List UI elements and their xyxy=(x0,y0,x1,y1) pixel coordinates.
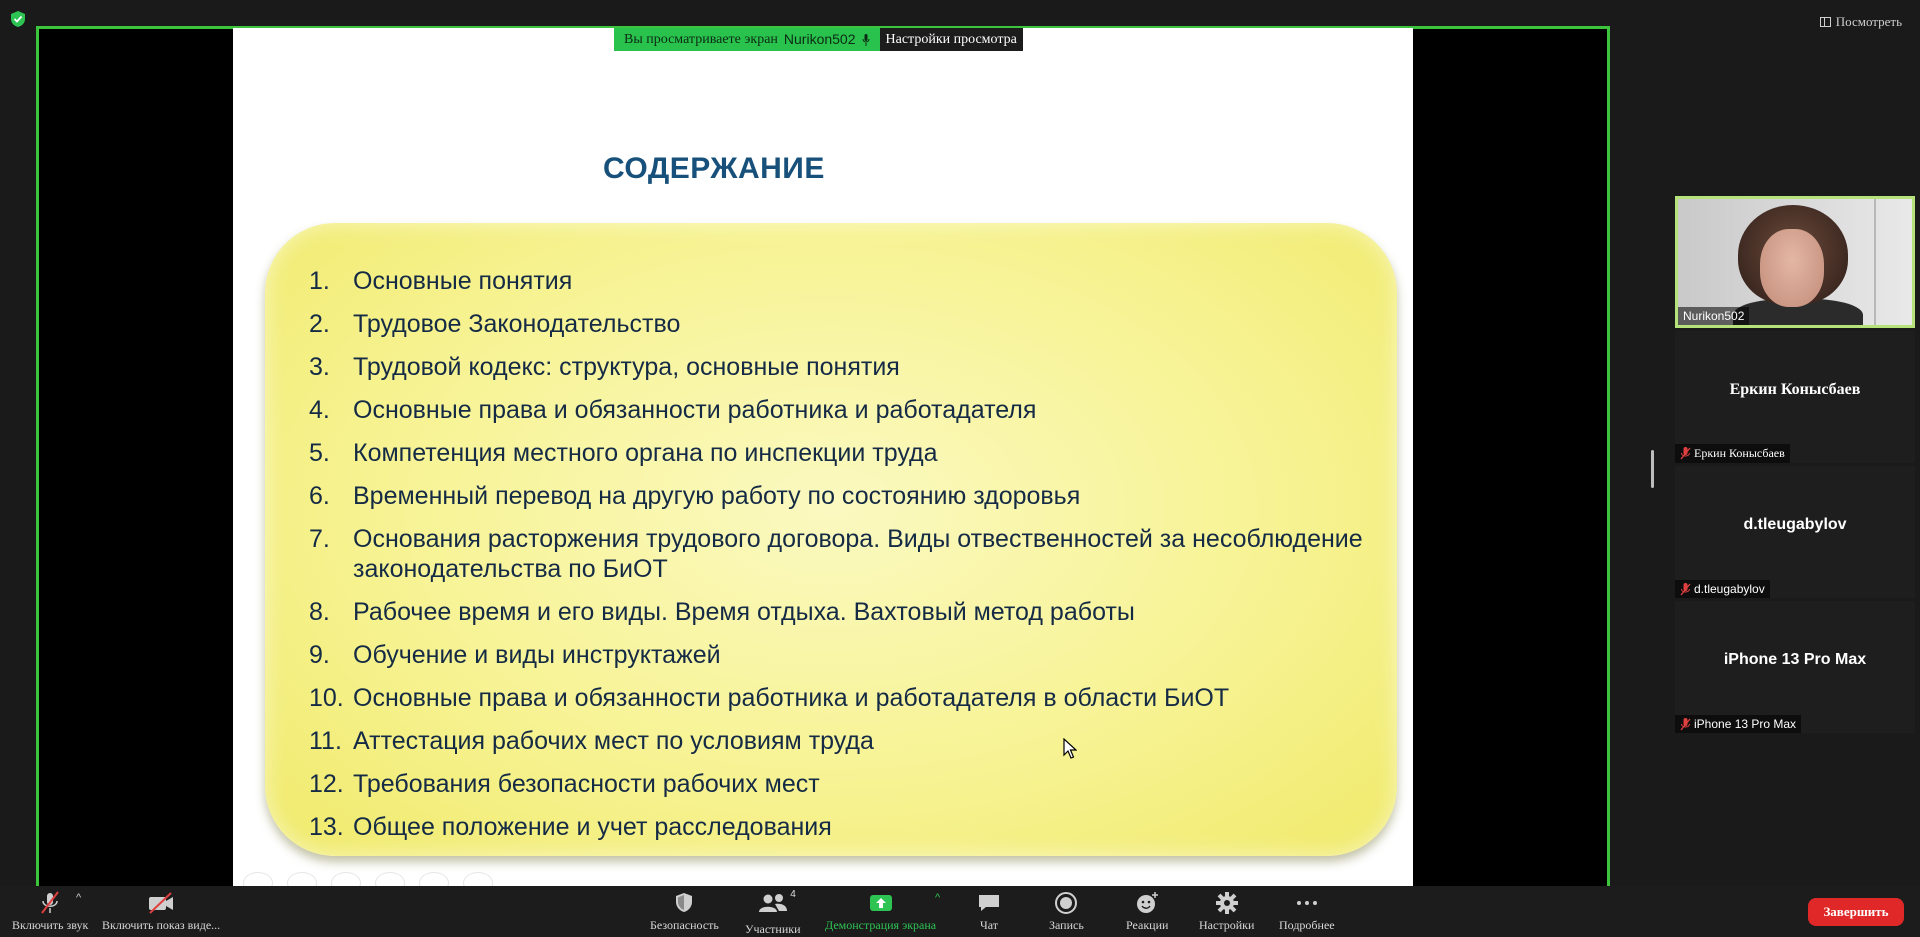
toc-item xyxy=(309,395,1369,425)
more-dots-icon xyxy=(1294,890,1320,916)
participants-button[interactable] xyxy=(745,890,801,937)
toc-item xyxy=(309,309,1369,339)
reactions-button[interactable] xyxy=(1126,890,1168,933)
toc-item-text: Требования безопасности рабочих мест xyxy=(353,770,820,798)
toc-item xyxy=(309,683,1369,713)
chat-button[interactable] xyxy=(976,890,1002,933)
sharing-banner-text: Вы просматриваете экран xyxy=(624,32,778,47)
end-meeting-button[interactable]: Завершить xyxy=(1808,898,1904,926)
toc-item-number: 13. xyxy=(309,813,344,841)
slide-nav-dot xyxy=(243,872,273,886)
participants-label: Участники xyxy=(745,922,801,936)
presentation-slide xyxy=(233,28,1413,886)
toc-item-text: Рабочее время и его виды. Время отдыха. Вахтовый метод работы xyxy=(353,598,1135,626)
view-settings-button[interactable]: Настройки просмотра xyxy=(880,28,1023,51)
toc-item-text: Компетенция местного органа по инспекции труда xyxy=(353,439,938,467)
view-grid-icon xyxy=(1820,17,1831,27)
toc-item-text: Обучение и виды инструктажей xyxy=(353,641,721,669)
participant-tile[interactable] xyxy=(1675,466,1915,598)
toc-item-number: 1. xyxy=(309,267,330,295)
slide-title: СОДЕРЖАНИЕ xyxy=(603,152,825,185)
reactions-label: Реакции xyxy=(1126,918,1169,932)
slide-nav-dot xyxy=(331,872,361,886)
toc-item-text: Временный перевод на другую работу по состоянию здоровья xyxy=(353,482,1081,510)
toc-item xyxy=(309,481,1369,511)
record-button[interactable] xyxy=(1049,890,1084,933)
toc-item xyxy=(309,812,1369,842)
toc-item-number: 7. xyxy=(309,525,330,553)
toc-list xyxy=(309,266,1369,855)
mic-muted-icon xyxy=(37,890,63,916)
view-label: Посмотреть xyxy=(1835,14,1902,29)
slide-nav-dot xyxy=(419,872,449,886)
security-shield-icon[interactable] xyxy=(10,10,26,28)
toc-item-number: 11. xyxy=(309,727,342,755)
record-icon xyxy=(1053,890,1079,916)
toc-item-text: Общее положение и учет расследования xyxy=(353,813,832,841)
toc-item-text: Аттестация рабочих мест по условиям труда xyxy=(353,727,874,755)
start-video-label: Включить показ виде... xyxy=(102,918,221,932)
security-label: Безопасность xyxy=(650,918,719,932)
chat-label: Чат xyxy=(979,918,999,932)
toc-item-number: 8. xyxy=(309,598,330,626)
slide-nav-dot xyxy=(463,872,493,886)
slide-nav-dot xyxy=(375,872,405,886)
shield-icon xyxy=(671,890,697,916)
smiley-plus-icon xyxy=(1134,890,1160,916)
participant-label-text: Еркин Конысбаев xyxy=(1694,446,1785,460)
toc-item xyxy=(309,438,1369,468)
settings-button[interactable] xyxy=(1199,890,1254,933)
toc-item xyxy=(309,597,1369,627)
toc-item-text: Основания расторжения трудового договора. Виды отвественностей за несоблюдение законодательства по БиОТ xyxy=(353,525,1363,583)
participants-count-badge: 4 xyxy=(790,889,796,900)
unmute-label: Включить звук xyxy=(12,918,89,932)
toc-item xyxy=(309,266,1369,296)
sharing-banner-info xyxy=(614,28,880,51)
gear-icon xyxy=(1214,890,1240,916)
toc-item xyxy=(309,352,1369,382)
toc-item-text: Трудовое Законодательство xyxy=(353,310,681,338)
toc-item-text: Основные понятия xyxy=(353,267,573,295)
share-screen-icon xyxy=(868,890,894,916)
participants-gallery xyxy=(1675,196,1915,736)
participant-tile-active-speaker[interactable] xyxy=(1675,196,1915,328)
toc-item-number: 5. xyxy=(309,439,330,467)
toc-item-text: Основные права и обязанности работника и работадателя xyxy=(353,396,1037,424)
participant-center-name: Еркин Конысбаев xyxy=(1729,381,1861,398)
toc-item xyxy=(309,640,1369,670)
mic-muted-icon xyxy=(1680,583,1691,596)
participant-tile[interactable] xyxy=(1675,601,1915,733)
share-screen-label: Демонстрация экрана xyxy=(825,918,937,932)
meeting-toolbar xyxy=(0,886,1920,937)
toc-item-text: Трудовой кодекс: структура, основные понятия xyxy=(353,353,900,381)
more-button[interactable] xyxy=(1279,890,1335,933)
record-label: Запись xyxy=(1049,918,1084,932)
mic-muted-icon xyxy=(1680,718,1691,731)
share-options-chevron-up-icon[interactable]: ^ xyxy=(935,892,941,904)
participant-label-text: iPhone 13 Pro Max xyxy=(1694,717,1797,731)
share-screen-button[interactable] xyxy=(825,890,936,933)
slide-nav-dot xyxy=(287,872,317,886)
participant-tile[interactable] xyxy=(1675,331,1915,463)
toc-item xyxy=(309,769,1369,799)
view-button[interactable] xyxy=(1820,14,1902,30)
participants-icon xyxy=(757,890,789,916)
toc-item-number: 6. xyxy=(309,482,330,510)
participant-label xyxy=(1675,715,1801,733)
toc-item-number: 2. xyxy=(309,310,330,338)
participant-center-name: d.tleugabylov xyxy=(1743,516,1847,533)
chat-icon xyxy=(976,890,1002,916)
toc-item-number: 12. xyxy=(309,770,344,798)
audio-options-chevron-up-icon[interactable]: ^ xyxy=(76,892,82,904)
participant-name: Nurikon502 xyxy=(1678,307,1749,325)
security-button[interactable] xyxy=(650,890,719,933)
participant-label xyxy=(1675,580,1770,598)
gallery-scroll-handle[interactable] xyxy=(1651,450,1654,488)
mic-muted-icon xyxy=(1680,447,1691,460)
toc-item xyxy=(309,524,1369,584)
toc-item-number: 10. xyxy=(309,684,344,712)
toc-item xyxy=(309,726,1369,756)
toc-item-text: Основные права и обязанности работника и работадателя в области БиОТ xyxy=(353,684,1230,712)
participant-center-name: iPhone 13 Pro Max xyxy=(1723,651,1867,668)
start-video-button[interactable] xyxy=(102,890,220,933)
mouse-cursor-icon xyxy=(1063,738,1077,760)
participant-label xyxy=(1675,444,1790,463)
toc-item-number: 4. xyxy=(309,396,330,424)
participant-label-text: d.tleugabylov xyxy=(1694,582,1765,596)
slide-nav-controls xyxy=(243,872,493,886)
toc-item-number: 3. xyxy=(309,353,330,381)
sharing-banner xyxy=(614,28,1023,51)
mic-icon xyxy=(862,34,870,46)
sharing-banner-user: Nurikon502 xyxy=(783,31,856,47)
settings-label: Настройки xyxy=(1199,918,1255,932)
video-off-icon xyxy=(146,890,176,916)
more-label: Подробнее xyxy=(1279,918,1335,932)
toc-item-number: 9. xyxy=(309,641,330,669)
